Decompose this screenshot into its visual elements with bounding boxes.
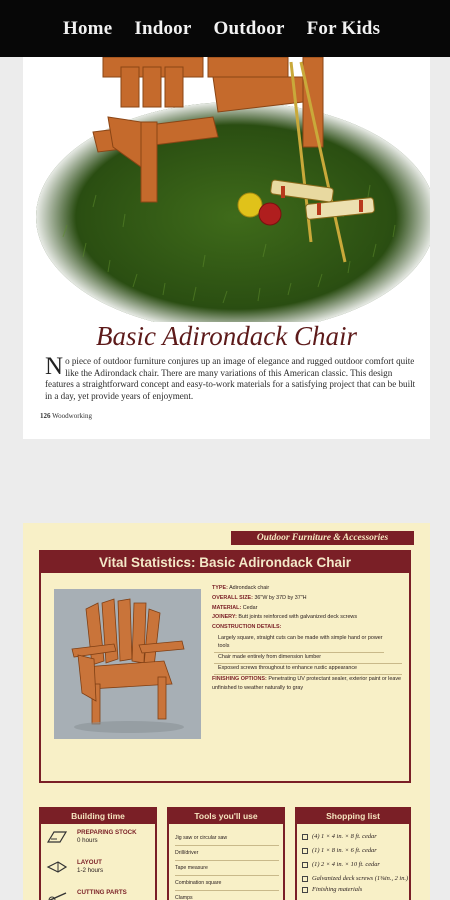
building-time-row [46,889,155,900]
folio-number: 126 [40,412,51,420]
article-page-1 [23,57,430,439]
building-time-label: LAYOUT [77,859,102,866]
drop-cap: N [45,353,64,380]
top-nav [0,0,450,57]
nav-outdoor[interactable]: Outdoor [213,17,285,39]
size-label: OVERALL SIZE: [212,594,253,601]
material-label: MATERIAL: [212,604,242,611]
shopping-item [302,844,409,858]
material-value: Cedar [242,604,258,611]
type-value: Adirondack chair [229,585,270,591]
shopping-item [302,883,409,897]
shopping-item-text: Galvanized deck screws (1⅝in., 2 in.) [312,875,409,882]
shopping-item [302,830,409,844]
tool-item: Clamps [175,891,279,900]
stock-icon [46,829,68,845]
construction-item: Chair made entirely from dimension lumber [214,653,402,664]
tool-item: Tape measure [175,861,279,876]
type-label: TYPE: [212,585,228,591]
tools-heading: Tools you'll use [169,809,283,824]
shopping-item [302,872,409,883]
tools-box [167,807,285,900]
building-time-label: CUTTING PARTS [77,889,127,896]
checkbox-icon [302,876,308,882]
construction-item: Largely square, straight cuts can be made with simple hand or power tools [214,633,384,653]
shopping-list [297,824,409,897]
checkbox-icon [302,834,308,840]
finishing-value: Penetrating UV protectant sealer, exterior paint or leave unfinished to weather naturally to gray [212,675,402,691]
checkbox-icon [302,862,308,868]
shopping-list-heading: Shopping list [297,809,409,824]
section-tag: Outdoor Furniture & Accessories [231,531,414,545]
layout-icon [46,859,68,875]
adirondack-lawn-photo [23,57,430,322]
building-time-box [39,807,157,900]
size-value: 36"W by 37D by 37"H [254,594,307,601]
intro-text: o piece of outdoor furniture conjures up an image of elegance and rugged outdoor comfort quite like the Adirondack chair. There are many variations of this American classic. This design features a straightforward concept and easy-to-work materials for a satisfying project that can be built in a day, yet provide years of enjoyment. [45,356,416,401]
stats-list [212,584,402,693]
article-intro [45,353,420,402]
building-time-heading: Building time [41,809,155,824]
cutting-icon [46,889,68,900]
nav-home[interactable]: Home [63,17,113,39]
article-title: Basic Adirondack Chair [96,321,357,351]
vital-statistics-box [39,550,411,783]
nav-for-kids[interactable]: For Kids [306,17,381,39]
nav-indoor[interactable]: Indoor [134,17,192,39]
building-time-value: 0 hours [77,837,98,844]
shopping-item [302,858,409,872]
building-time-label: PREPARING STOCK [77,829,137,836]
checkbox-icon [302,848,308,854]
tool-item: Drill/driver [175,846,279,861]
shopping-list-box [295,807,411,900]
tool-item: Jig saw or circular saw [175,831,279,846]
joinery-value: Butt joints reinforced with galvanized deck screws [238,614,358,621]
checkbox-icon [302,887,308,893]
building-time-row [46,859,155,884]
folio-label: Woodworking [52,412,93,420]
article-page-2 [23,523,430,900]
building-time-value: 1-2 hours [77,867,104,874]
finishing-label: FINISHING OPTIONS: [212,675,267,682]
tools-list [169,824,283,900]
page-folio [40,412,92,420]
shopping-item-text: (1) 1 × 8 in. × 6 ft. cedar [312,847,377,854]
construction-label: CONSTRUCTION DETAILS: [212,624,282,631]
chair-product-photo [54,589,201,739]
shopping-item-text: (4) 1 × 4 in. × 8 ft. cedar [312,833,377,840]
construction-item: Exposed screws throughout to enhance rustic appearance [214,664,402,675]
shopping-item-text: Finishing materials [312,886,363,893]
shopping-item-text: (1) 2 × 4 in. × 10 ft. cedar [312,861,380,868]
vital-statistics-title: Vital Statistics: Basic Adirondack Chair [41,552,409,573]
tool-item: Combination square [175,876,279,891]
joinery-label: JOINERY: [212,614,237,621]
building-time-row [46,829,155,854]
